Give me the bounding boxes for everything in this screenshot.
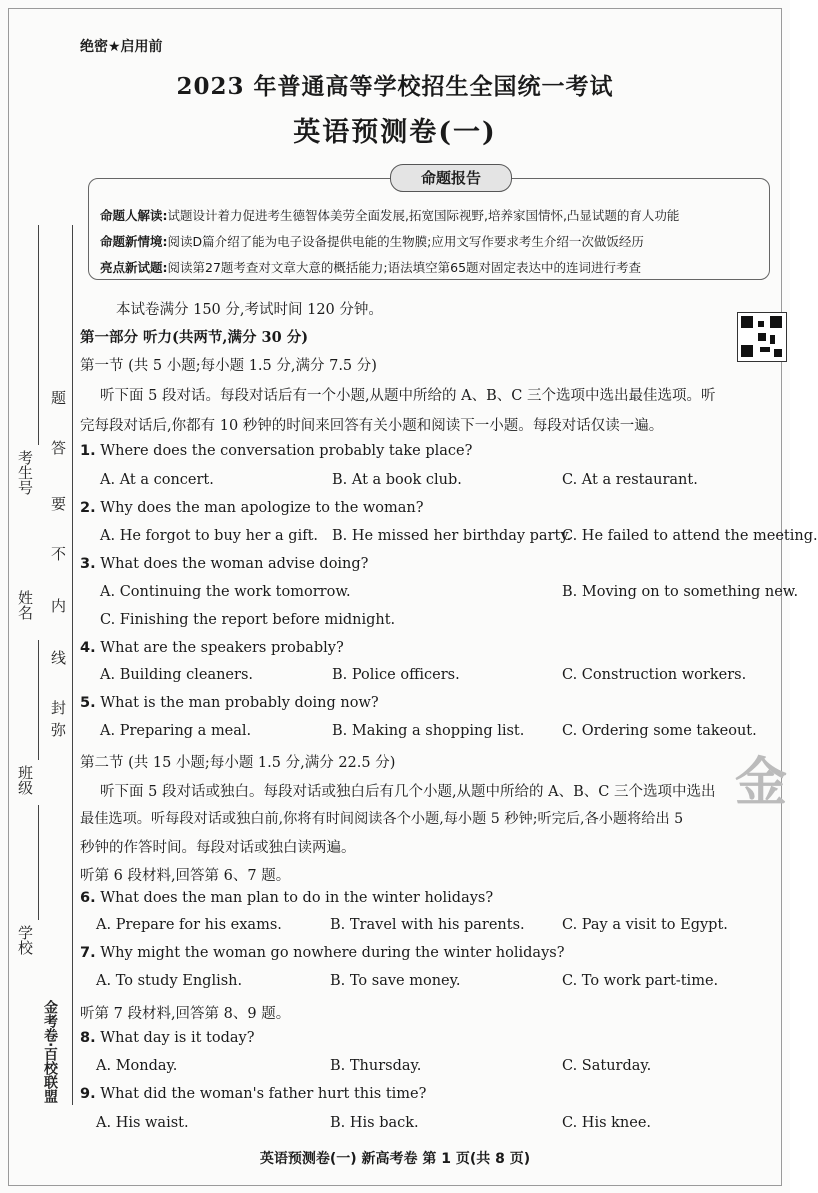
section-instruction: 秒钟的作答时间。每段对话或独白读两遍。 — [80, 840, 356, 856]
report-line-text: 阅读第27题考查对文章大意的概括能力;语法填空第65题对固定表达中的连词进行考查 — [167, 260, 642, 275]
secret-label: 绝密★启用前 — [80, 39, 163, 55]
seal-char: 封 — [49, 700, 67, 715]
option-c: C. Finishing the report before midnight. — [100, 612, 396, 628]
question-number: 9. — [80, 1086, 96, 1102]
option-a: A. Monday. — [96, 1058, 178, 1074]
report-line-text: 试题设计着力促进考生德智体美劳全面发展,拓宽国际视野,培养家国情怀,凸显试题的育人功能 — [167, 208, 680, 223]
report-badge: 命题报告 — [390, 164, 512, 192]
option-b: B. Making a shopping list. — [332, 723, 525, 739]
option-a: A. To study English. — [96, 973, 243, 989]
question-text: What day is it today? — [100, 1030, 255, 1046]
seal-char: 要 — [49, 496, 67, 511]
question — [80, 640, 344, 656]
question-text: Why does the man apologize to the woman? — [100, 500, 424, 516]
question-number: 4. — [80, 640, 96, 656]
report-line-label: 命题新情境: — [100, 234, 168, 249]
option-c: C. His knee. — [562, 1115, 652, 1131]
question-number: 5. — [80, 695, 96, 711]
label-class: 班级 — [16, 765, 34, 795]
report-line — [100, 206, 679, 224]
section-instruction: 完每段对话后,你都有 10 秒钟的时间来回答有关小题和阅读下一小题。每段对话仅读一遍。 — [80, 418, 664, 434]
question — [80, 443, 472, 459]
question-number: 3. — [80, 556, 96, 572]
option-b: B. Moving on to something new. — [562, 584, 799, 600]
seal-char: 弥 — [49, 722, 67, 737]
question — [80, 1030, 254, 1046]
option-a: A. At a concert. — [100, 472, 214, 488]
question-text: What does the man plan to do in the winter holidays? — [100, 890, 494, 906]
option-b: B. He missed her birthday party. — [332, 528, 572, 544]
seal-char: 内 — [49, 598, 67, 613]
question — [80, 890, 493, 906]
section-heading: 第一节 (共 5 小题;每小题 1.5 分,满分 7.5 分) — [80, 358, 377, 374]
label-name: 姓名 — [16, 590, 34, 620]
watermark-logo: 金 — [735, 752, 788, 813]
option-a: A. His waist. — [96, 1115, 189, 1131]
label-school: 学校 — [16, 925, 34, 955]
question-text: What does the woman advise doing? — [100, 556, 369, 572]
option-c: C. At a restaurant. — [562, 472, 698, 488]
field-line-class — [38, 805, 39, 920]
qr-code-icon — [737, 312, 787, 362]
option-a: A. He forgot to buy her a gift. — [100, 528, 319, 544]
question — [80, 695, 379, 711]
seal-char: 答 — [49, 440, 67, 455]
question — [80, 500, 424, 516]
material-heading: 听第 6 段材料,回答第 6、7 题。 — [80, 868, 291, 884]
seal-char: 题 — [49, 390, 67, 405]
question-number: 1. — [80, 443, 96, 459]
option-a: A. Building cleaners. — [100, 667, 253, 683]
exam-subtitle: 英语预测卷(一) — [293, 117, 497, 148]
material-heading: 听第 7 段材料,回答第 8、9 题。 — [80, 1006, 291, 1022]
option-a: A. Continuing the work tomorrow. — [100, 584, 351, 600]
question-number: 2. — [80, 500, 96, 516]
option-c: C. He failed to attend the meeting. — [562, 528, 818, 544]
seal-char: 线 — [49, 650, 67, 665]
question — [80, 1086, 426, 1102]
option-c: C. Pay a visit to Egypt. — [562, 917, 728, 933]
field-line-name — [38, 640, 39, 760]
option-b: B. Police officers. — [332, 667, 460, 683]
question-text: What did the woman's father hurt this time? — [100, 1086, 427, 1102]
option-b: B. To save money. — [330, 973, 461, 989]
intro-text: 本试卷满分 150 分,考试时间 120 分钟。 — [116, 302, 383, 318]
report-line-text: 阅读D篇介绍了能为电子设备提供电能的生物膜;应用文写作要求考生介绍一次做饭经历 — [167, 234, 644, 249]
option-b: B. His back. — [330, 1115, 419, 1131]
option-a: A. Preparing a meal. — [100, 723, 252, 739]
exam-title: 2023 年普通高等学校招生全国统一考试 — [176, 73, 614, 100]
label-exam-no: 考生号 — [16, 450, 34, 495]
section-instruction: 听下面 5 段对话。每段对话后有一个小题,从题中所给的 A、B、C 三个选项中选出最佳选项。听 — [100, 388, 716, 404]
option-c: C. Construction workers. — [562, 667, 747, 683]
question-text: What are the speakers probably? — [100, 640, 344, 656]
section-heading: 第二节 (共 15 小题;每小题 1.5 分,满分 22.5 分) — [80, 755, 396, 771]
label-brand: 金考卷·百校联盟 — [42, 1000, 58, 1104]
question-number: 8. — [80, 1030, 96, 1046]
report-line — [100, 258, 641, 276]
option-b: B. Thursday. — [330, 1058, 422, 1074]
report-line-label: 命题人解读: — [100, 208, 168, 223]
field-line-exam-no — [38, 225, 39, 445]
page-footer: 英语预测卷(一) 新高考卷 第 1 页(共 8 页) — [259, 1151, 531, 1167]
question — [80, 556, 368, 572]
question-number: 6. — [80, 890, 96, 906]
binding-line — [72, 225, 73, 1105]
option-c: C. To work part-time. — [562, 973, 719, 989]
question-number: 7. — [80, 945, 96, 961]
report-line — [100, 232, 644, 250]
seal-char: 不 — [49, 546, 67, 561]
question-text: What is the man probably doing now? — [100, 695, 379, 711]
section-instruction: 听下面 5 段对话或独白。每段对话或独白后有几个小题,从题中所给的 A、B、C 三个选项中选出 — [100, 784, 716, 800]
section-instruction: 最佳选项。听每段对话或独白前,你将有时间阅读各个小题,每小题 5 秒钟;听完后,各小题将给出 5 — [80, 811, 684, 827]
option-b: B. Travel with his parents. — [330, 917, 525, 933]
option-c: C. Saturday. — [562, 1058, 652, 1074]
option-a: A. Prepare for his exams. — [96, 917, 282, 933]
option-c: C. Ordering some takeout. — [562, 723, 757, 739]
part-heading: 第一部分 听力(共两节,满分 30 分) — [80, 329, 309, 346]
question-text: Where does the conversation probably take place? — [100, 443, 473, 459]
question-text: Why might the woman go nowhere during the winter holidays? — [100, 945, 565, 961]
option-b: B. At a book club. — [332, 472, 462, 488]
report-line-label: 亮点新试题: — [100, 260, 168, 275]
question — [80, 945, 564, 961]
